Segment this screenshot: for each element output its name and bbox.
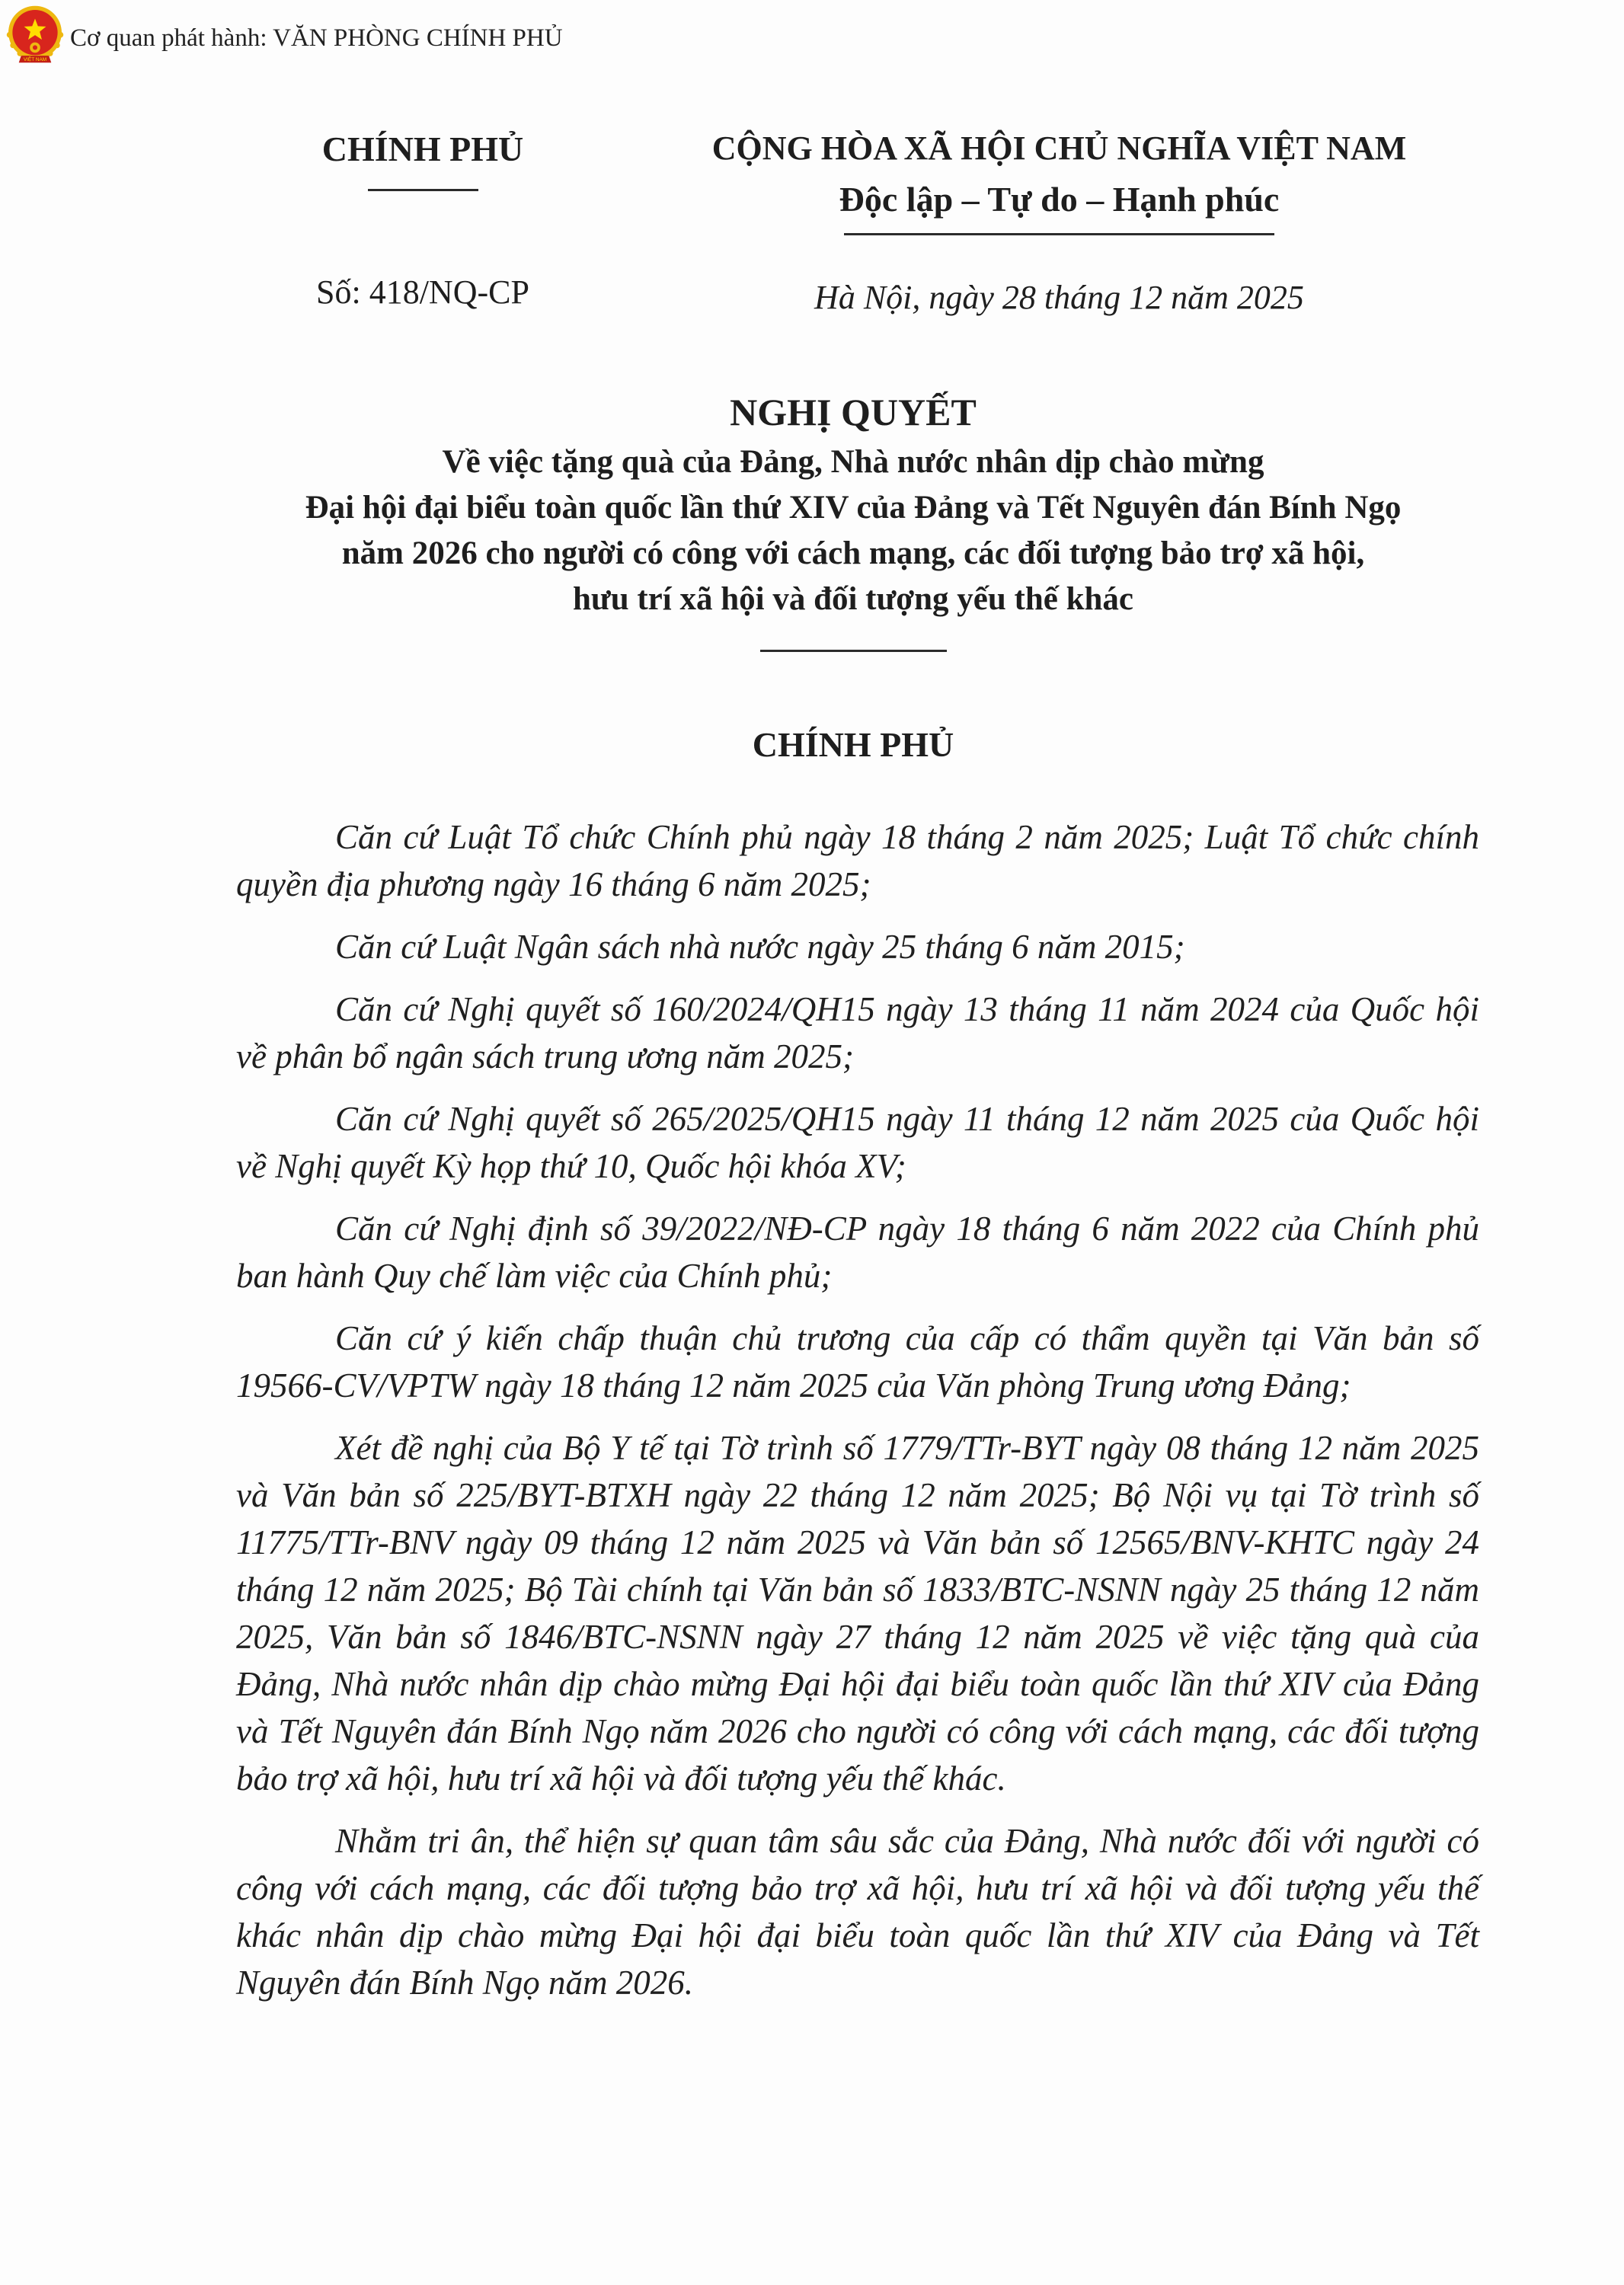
issuing-agency-name: CHÍNH PHỦ (321, 129, 524, 168)
legal-basis-paragraph: Căn cứ Nghị quyết số 265/2025/QH15 ngày 11 tháng 12 năm 2025 của Quốc hội về Nghị quyết Kỳ họp thứ 10, Quốc hội khóa XV; (236, 1100, 1479, 1185)
vietnam-national-emblem-icon (6, 5, 64, 69)
issuing-body-heading: CHÍNH PHỦ (752, 725, 954, 764)
title-block (190, 392, 1516, 652)
legal-basis-paragraph: Căn cứ ý kiến chấp thuận chủ trương của cấp có thẩm quyền tại Văn bản số 19566-CV/VPTW ngày 18 tháng 12 năm 2025 của Văn phòng Trung ương Đảng; (236, 1319, 1479, 1405)
motto-underline (844, 233, 1274, 235)
place-and-date: Hà Nội, ngày 28 tháng 12 năm 2025 (814, 279, 1304, 316)
legal-basis-paragraph: Căn cứ Nghị định số 39/2022/NĐ-CP ngày 18 tháng 6 năm 2022 của Chính phủ ban hành Quy chế làm việc của Chính phủ; (236, 1210, 1479, 1295)
legal-basis-paragraph: Căn cứ Luật Tổ chức Chính phủ ngày 18 tháng 2 năm 2025; Luật Tổ chức chính quyền địa phương ngày 16 tháng 6 năm 2025; (236, 818, 1479, 903)
document-number: Số: 418/NQ-CP (316, 273, 529, 311)
subject-line: năm 2026 cho người có công với cách mạng, các đối tượng bảo trợ xã hội, (341, 535, 1365, 571)
issuer-label: Cơ quan phát hành: VĂN PHÒNG CHÍNH PHỦ (70, 24, 563, 52)
emblem-banner-text: VIỆT NAM (23, 56, 47, 62)
title-divider (760, 650, 947, 652)
proposal-paragraph: Xét đề nghị của Bộ Y tế tại Tờ trình số 1779/TTr-BYT ngày 08 tháng 12 năm 2025 và Văn bản số 225/BYT-BTXH ngày 22 tháng 12 năm 2025; Bộ Nội vụ tại Tờ trình số 11775/TTr-BNV ngày 09 tháng 12 năm 2025 và Văn bản số 12565/BNV-KHTC ngày 24 tháng 12 năm 2025; Bộ Tài chính tại Văn bản số 1833/BTC-NSNN ngày 25 tháng 12 năm 2025, Văn bản số 1846/BTC-NSNN ngày 27 tháng 12 năm 2025 về việc tặng quà của Đảng, Nhà nước nhân dịp chào mừng Đại hội đại biểu toàn quốc lần thứ XIV của Đảng và Tết Nguyên đán Bính Ngọ năm 2026 cho người có công với cách mạng, các đối tượng bảo trợ xã hội, hưu trí xã hội và đối tượng yếu thế khác. (236, 1429, 1479, 1798)
national-motto: Độc lập – Tự do – Hạnh phúc (839, 180, 1280, 219)
subject-line: Đại hội đại biểu toàn quốc lần thứ XIV của Đảng và Tết Nguyên đán Bính Ngọ (305, 490, 1402, 526)
header-right-column (661, 129, 1457, 318)
national-title: CỘNG HÒA XÃ HỘI CHỦ NGHĨA VIỆT NAM (711, 129, 1407, 167)
subject-line: Về việc tặng quà của Đảng, Nhà nước nhân dịp chào mừng (442, 444, 1264, 480)
document-type-title: NGHỊ QUYẾT (730, 391, 977, 433)
agency-underline (368, 189, 478, 191)
issuer-bar (0, 0, 1624, 76)
subject-line: hưu trí xã hội và đối tượng yếu thế khác (572, 581, 1134, 617)
document-body (236, 813, 1479, 2021)
header-left-column (289, 129, 556, 312)
purpose-paragraph: Nhằm tri ân, thể hiện sự quan tâm sâu sắc của Đảng, Nhà nước đối với người có công với cách mạng, các đối tượng bảo trợ xã hội, hưu trí xã hội và đối tượng yếu thế khác nhân dịp chào mừng Đại hội đại biểu toàn quốc lần thứ XIV của Đảng và Tết Nguyên đán Bính Ngọ năm 2026. (236, 1822, 1479, 2002)
legal-basis-paragraph: Căn cứ Luật Ngân sách nhà nước ngày 25 tháng 6 năm 2015; (335, 928, 1185, 966)
legal-basis-paragraph: Căn cứ Nghị quyết số 160/2024/QH15 ngày 13 tháng 11 năm 2024 của Quốc hội về phân bổ ngân sách trung ương năm 2025; (236, 990, 1479, 1075)
document-subject (190, 439, 1516, 622)
